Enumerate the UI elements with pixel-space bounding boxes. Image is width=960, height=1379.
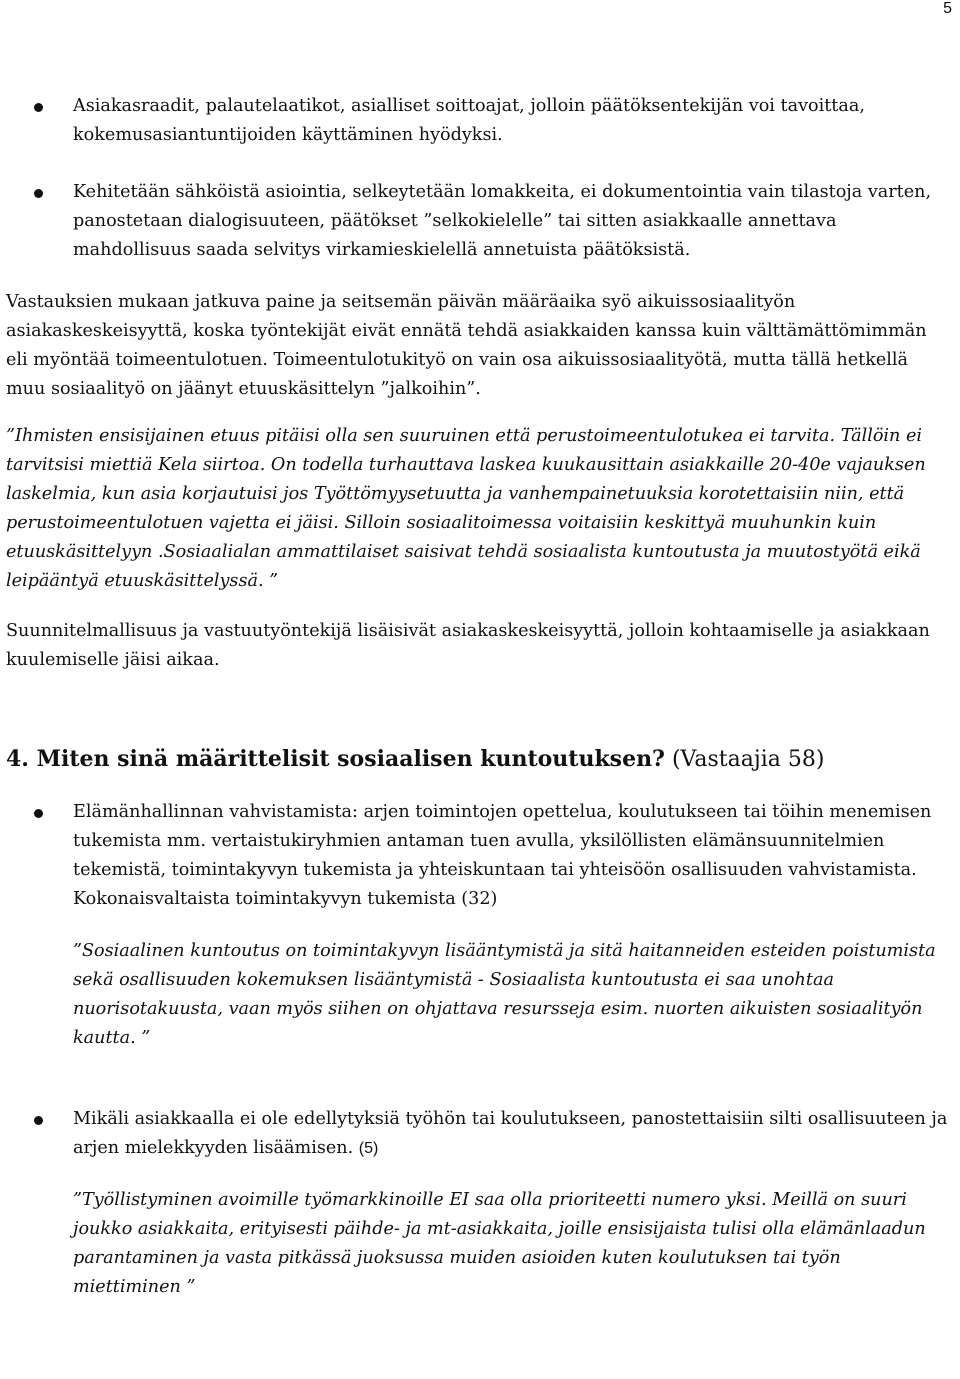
bullet-text: Asiakasraadit, palautelaatikot, asialliset soittoajat, jolloin päätöksentekijän voi tavoittaa, kokemusasiantuntijoiden käyttäminen hyödyksi.: [73, 96, 865, 145]
bullet-text: Kehitetään sähköistä asiointia, selkeytetään lomakkeita, ei dokumentointia vain tilastoja varten, panostetaan dialogisuuteen, päätökset ”selkokielelle” tai sitten asiakkaalle annettava mahdollisuus saada selvitys virkamieskielellä annetuista päätöksistä.: [73, 182, 932, 260]
section-heading: [6, 743, 952, 776]
bullet-icon: [34, 103, 43, 112]
bullet-item: [6, 92, 952, 150]
quote: ”Sosiaalinen kuntoutus on toimintakyvyn lisääntymistä ja sitä haitanneiden esteiden poistumista sekä osallisuuden kokemuksen lisääntymistä - Sosiaalista kuntoutusta ei saa unohtaa nuorisotakuusta, vaan myös siihen on ohjattava resursseja esim. nuorten aikuisten sosiaalityön kautta. ”: [73, 941, 936, 1048]
quote: ”Ihmisten ensisijainen etuus pitäisi olla sen suuruinen että perustoimeentulotukea ei tarvita. Tällöin ei tarvitsisi miettiä Kela siirtoa. On todella turhauttava laskea kuukausittain asiakkaille 20-40e vajauksen laskelmia, kun asia korjautuisi jos Työttömyysetuutta ja vanhempainetuuksia korotettaisiin niin, että perustoimeentulotuen vajetta ei jäisi. Silloin sosiaalitoimessa voitaisiin keskittyä muuhunkin kuin etuuskäsittelyyn .Sosiaalialan ammattilaiset saisivat tehdä sosiaalista kuntoutusta ja muutostyötä eikä leipääntyä etuuskäsittelyssä. ”: [6, 426, 926, 591]
bullet-item: [6, 178, 952, 265]
bullet-icon: [34, 1116, 43, 1125]
bullet-item: [6, 798, 952, 914]
paragraph: Suunnitelmallisuus ja vastuutyöntekijä lisäisivät asiakaskeskeisyyttä, jolloin kohtaamiselle ja asiakkaan kuulemiselle jäisi aikaa.: [6, 621, 930, 670]
document-body: [6, 92, 952, 1302]
bullet-icon: [34, 189, 43, 198]
respondent-count: (Vastaajia 58): [664, 747, 825, 772]
section-number: 4.: [6, 746, 29, 772]
paragraph: Vastauksien mukaan jatkuva paine ja seitsemän päivän määräaika syö aikuissosiaalityön asiakaskeskeisyyttä, koska työntekijät eivät ennätä tehdä asiakkaiden kanssa kuin välttämättömimmän eli myöntää toimeentulotuen. Toimeentulotukityö on vain osa aikuissosiaalityötä, mutta tällä hetkellä muu sosiaalityö on jäänyt etuuskäsittelyn ”jalkoihin”.: [6, 292, 927, 399]
bullet-text-body: Mikäli asiakkaalla ei ole edellytyksiä työhön tai koulutukseen, panostettaisiin silti osallisuuteen ja arjen mielekkyyden lisäämisen.: [73, 1109, 948, 1158]
bullet-text: Elämänhallinnan vahvistamista: arjen toimintojen opettelua, koulutukseen tai töihin menemisen tukemista mm. vertaistukiryhmien antaman tuen avulla, yksilöllisten elämänsuunnitelmien tekemistä, toimintakyvyn tukemista ja yhteiskuntaan tai yhteisöön osallisuuden vahvistamista. Kokonaisvaltaista toimintakyvyn tukemista (32): [73, 802, 932, 909]
page-number: 5: [943, 0, 952, 17]
quote: ”Työllistyminen avoimille työmarkkinoille EI saa olla prioriteetti numero yksi. Meillä on suuri joukko asiakkaita, erityisesti päihde- ja mt-asiakkaita, joille ensisijaista tulisi olla elämänlaadun parantaminen ja vasta pitkässä juoksussa muiden asioiden kuten koulutuksen tai työn miettiminen ”: [73, 1190, 926, 1297]
section-title: Miten sinä määrittelisit sosiaalisen kuntoutuksen?: [36, 746, 665, 772]
bullet-text: [73, 1105, 952, 1163]
respondent-count: (5): [358, 1140, 379, 1157]
bullet-icon: [34, 809, 43, 818]
bullet-item: [6, 1105, 952, 1163]
